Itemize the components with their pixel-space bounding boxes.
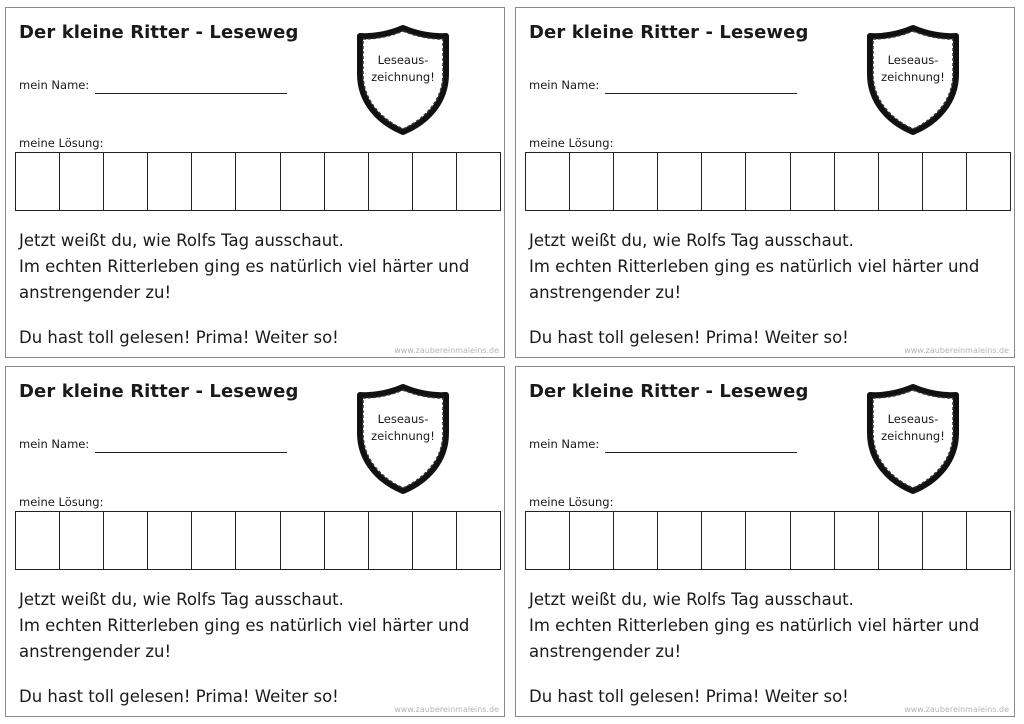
card-title: Der kleine Ritter - Leseweg xyxy=(19,22,299,43)
story-line-2: Im echten Ritterleben ging es natürlich viel härter und xyxy=(19,616,470,635)
solution-cell[interactable] xyxy=(148,153,192,210)
solution-cell[interactable] xyxy=(413,512,457,569)
watermark: www.zaubereinmaleins.de xyxy=(904,705,1009,714)
solution-grid xyxy=(525,152,1011,211)
badge-label xyxy=(355,52,451,86)
solution-cell[interactable] xyxy=(16,512,60,569)
badge-line-1: Leseaus- xyxy=(377,412,429,426)
badge-line-1: Leseaus- xyxy=(377,53,429,67)
story-line-3: anstrengender zu! xyxy=(529,642,682,661)
solution-cell[interactable] xyxy=(570,153,614,210)
solution-cell[interactable] xyxy=(148,512,192,569)
story-line-1: Jetzt weißt du, wie Rolfs Tag ausschaut. xyxy=(529,590,854,609)
closing-praise: Du hast toll gelesen! Prima! Weiter so! xyxy=(529,328,849,347)
reading-card xyxy=(5,366,505,717)
badge-line-2: zeichnung! xyxy=(371,70,435,84)
solution-cell[interactable] xyxy=(457,512,500,569)
watermark: www.zaubereinmaleins.de xyxy=(394,705,499,714)
solution-cell[interactable] xyxy=(835,512,879,569)
solution-cell[interactable] xyxy=(923,512,967,569)
reading-card xyxy=(5,7,505,358)
closing-praise: Du hast toll gelesen! Prima! Weiter so! xyxy=(19,328,339,347)
solution-label: meine Lösung: xyxy=(19,495,104,509)
card-title: Der kleine Ritter - Leseweg xyxy=(529,381,809,402)
name-write-line[interactable] xyxy=(95,452,287,453)
reading-award-badge xyxy=(355,24,451,136)
solution-cell[interactable] xyxy=(281,512,325,569)
card-title: Der kleine Ritter - Leseweg xyxy=(19,381,299,402)
story-text xyxy=(529,587,1013,665)
solution-cell[interactable] xyxy=(526,512,570,569)
solution-cell[interactable] xyxy=(192,512,236,569)
solution-label: meine Lösung: xyxy=(19,136,104,150)
story-text xyxy=(19,228,503,306)
solution-cell[interactable] xyxy=(104,512,148,569)
solution-cell[interactable] xyxy=(791,512,835,569)
name-label: mein Name: xyxy=(529,78,600,92)
closing-praise: Du hast toll gelesen! Prima! Weiter so! xyxy=(529,687,849,706)
story-line-3: anstrengender zu! xyxy=(529,283,682,302)
story-line-3: anstrengender zu! xyxy=(19,283,172,302)
name-write-line[interactable] xyxy=(605,93,797,94)
solution-cell[interactable] xyxy=(369,153,413,210)
name-label: mein Name: xyxy=(19,78,90,92)
solution-grid xyxy=(525,511,1011,570)
solution-label: meine Lösung: xyxy=(529,136,614,150)
story-line-1: Jetzt weißt du, wie Rolfs Tag ausschaut. xyxy=(19,231,344,250)
story-line-3: anstrengender zu! xyxy=(19,642,172,661)
reading-card xyxy=(515,366,1015,717)
badge-line-1: Leseaus- xyxy=(887,412,939,426)
solution-cell[interactable] xyxy=(16,153,60,210)
solution-label: meine Lösung: xyxy=(529,495,614,509)
solution-cell[interactable] xyxy=(614,512,658,569)
name-label: mein Name: xyxy=(529,437,600,451)
badge-label xyxy=(865,52,961,86)
solution-cell[interactable] xyxy=(236,512,280,569)
solution-cell[interactable] xyxy=(60,153,104,210)
solution-cell[interactable] xyxy=(236,153,280,210)
story-line-2: Im echten Ritterleben ging es natürlich viel härter und xyxy=(529,616,980,635)
story-line-2: Im echten Ritterleben ging es natürlich viel härter und xyxy=(19,257,470,276)
solution-cell[interactable] xyxy=(879,512,923,569)
solution-cell[interactable] xyxy=(702,153,746,210)
solution-cell[interactable] xyxy=(791,153,835,210)
solution-cell[interactable] xyxy=(658,512,702,569)
solution-cell[interactable] xyxy=(369,512,413,569)
solution-grid xyxy=(15,511,501,570)
solution-cell[interactable] xyxy=(835,153,879,210)
reading-card xyxy=(515,7,1015,358)
solution-cell[interactable] xyxy=(526,153,570,210)
story-line-2: Im echten Ritterleben ging es natürlich viel härter und xyxy=(529,257,980,276)
solution-cell[interactable] xyxy=(967,153,1010,210)
badge-line-2: zeichnung! xyxy=(371,429,435,443)
watermark: www.zaubereinmaleins.de xyxy=(904,346,1009,355)
story-text xyxy=(529,228,1013,306)
solution-cell[interactable] xyxy=(104,153,148,210)
story-line-1: Jetzt weißt du, wie Rolfs Tag ausschaut. xyxy=(529,231,854,250)
solution-cell[interactable] xyxy=(614,153,658,210)
badge-line-1: Leseaus- xyxy=(887,53,939,67)
closing-praise: Du hast toll gelesen! Prima! Weiter so! xyxy=(19,687,339,706)
solution-cell[interactable] xyxy=(879,153,923,210)
solution-cell[interactable] xyxy=(746,512,790,569)
watermark: www.zaubereinmaleins.de xyxy=(394,346,499,355)
name-write-line[interactable] xyxy=(605,452,797,453)
solution-cell[interactable] xyxy=(457,153,500,210)
card-title: Der kleine Ritter - Leseweg xyxy=(529,22,809,43)
badge-label xyxy=(865,411,961,445)
solution-cell[interactable] xyxy=(923,153,967,210)
solution-cell[interactable] xyxy=(658,153,702,210)
badge-label xyxy=(355,411,451,445)
solution-cell[interactable] xyxy=(413,153,457,210)
solution-cell[interactable] xyxy=(325,512,369,569)
reading-award-badge xyxy=(865,24,961,136)
solution-cell[interactable] xyxy=(746,153,790,210)
solution-cell[interactable] xyxy=(570,512,614,569)
solution-cell[interactable] xyxy=(325,153,369,210)
name-label: mein Name: xyxy=(19,437,90,451)
solution-grid xyxy=(15,152,501,211)
badge-line-2: zeichnung! xyxy=(881,429,945,443)
solution-cell[interactable] xyxy=(702,512,746,569)
reading-award-badge xyxy=(865,383,961,495)
solution-cell[interactable] xyxy=(192,153,236,210)
badge-line-2: zeichnung! xyxy=(881,70,945,84)
story-text xyxy=(19,587,503,665)
story-line-1: Jetzt weißt du, wie Rolfs Tag ausschaut. xyxy=(19,590,344,609)
solution-cell[interactable] xyxy=(967,512,1010,569)
solution-cell[interactable] xyxy=(281,153,325,210)
reading-award-badge xyxy=(355,383,451,495)
name-write-line[interactable] xyxy=(95,93,287,94)
solution-cell[interactable] xyxy=(60,512,104,569)
